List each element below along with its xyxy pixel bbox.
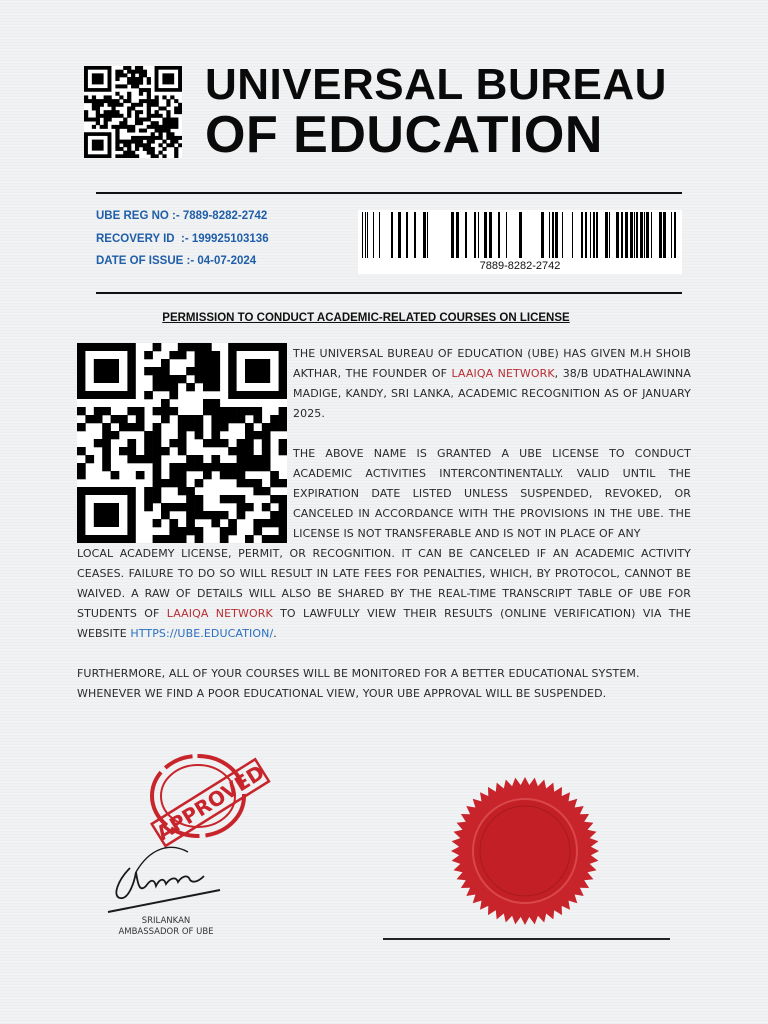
paragraph-2: THE ABOVE NAME IS GRANTED A UBE LICENSE TO CONDUCT ACADEMIC ACTIVITIES INTERCONTINENTALLY. VALID UNTIL THE EXPIRATION DATE LISTED UNLESS SUSPENDED, REVOKED, OR CANCELED IN ACCORDANCE WITH THE PROVISIONS IN THE UBE. THE LICENSE IS NOT TRANSFERABLE AND IS NOT IN PLACE OF ANY (293, 447, 691, 540)
paragraph-3: LOCAL ACADEMY LICENSE, PERMIT, OR RECOGNITION. IT CAN BE CANCELED IF AN ACADEMIC ACTIVITY CEASES. FAILURE TO DO SO WILL RESULT IN LATE FEES FOR PENALTIES, WHICH, BY PROTOCOL, CANNOT BE WAIVED. A RAW OF DETAILS WILL ALSO BE SHARED BY THE REAL-TIME TRANSCRIPT TABLE OF UBE FOR STUDENTS OF LAAIQA NETWORK TO LAWFULLY VIEW THEIR RESULTS (ONLINE VERIFICATION) VIA THE WEBSITE HTTPS://UBE.EDUCATION/. (77, 547, 691, 640)
signature-line (383, 938, 670, 940)
page-title (205, 62, 705, 162)
laaiqa-network-link-2[interactable]: LAAIQA NETWORK (166, 607, 273, 620)
svg-text:APPROVED: APPROVED (152, 760, 269, 846)
date-of-issue: DATE OF ISSUE :- 04-07-2024 (96, 255, 257, 267)
signature-caption: SRILANKAN AMBASSADOR OF UBE (118, 916, 214, 937)
verification-qr-code-icon[interactable] (77, 343, 287, 543)
section-heading: PERMISSION TO CONDUCT ACADEMIC-RELATED COURSES ON LICENSE (162, 312, 570, 324)
divider-top (96, 192, 682, 194)
barcode (358, 210, 682, 274)
divider-bottom (96, 292, 682, 294)
paragraph-1: THE UNIVERSAL BUREAU OF EDUCATION (UBE) HAS GIVEN M.H SHOIB AKTHAR, THE FOUNDER OF LAAIQA NETWORK, 38/B UDATHALAWINNA MADIGE, KANDY, SRI LANKA, ACADEMIC RECOGNITION AS OF JANUARY 2025. (293, 347, 691, 420)
reg-no: UBE REG NO :- 7889-8282-2742 (96, 210, 268, 222)
signature-icon (100, 828, 230, 918)
logo-qr-code-icon (84, 66, 182, 158)
title-line-1: UNIVERSAL BUREAU (205, 60, 667, 109)
barcode-icon (358, 210, 682, 260)
paragraph-4: FURTHERMORE, ALL OF YOUR COURSES WILL BE MONITORED FOR A BETTER EDUCATIONAL SYSTEM. WHENEVER WE FIND A POOR EDUCATIONAL VIEW, YOUR UBE APPROVAL WILL BE SUSPENDED. (77, 667, 640, 700)
red-seal-icon (450, 776, 600, 926)
website-link[interactable]: HTTPS://UBE.EDUCATION/ (130, 627, 274, 640)
title-line-2: OF EDUCATION (205, 106, 603, 164)
laaiqa-network-link[interactable]: LAAIQA NETWORK (451, 367, 555, 380)
barcode-number: 7889-8282-2742 (479, 260, 561, 272)
recovery-id: RECOVERY ID :- 199925103136 (96, 233, 269, 245)
